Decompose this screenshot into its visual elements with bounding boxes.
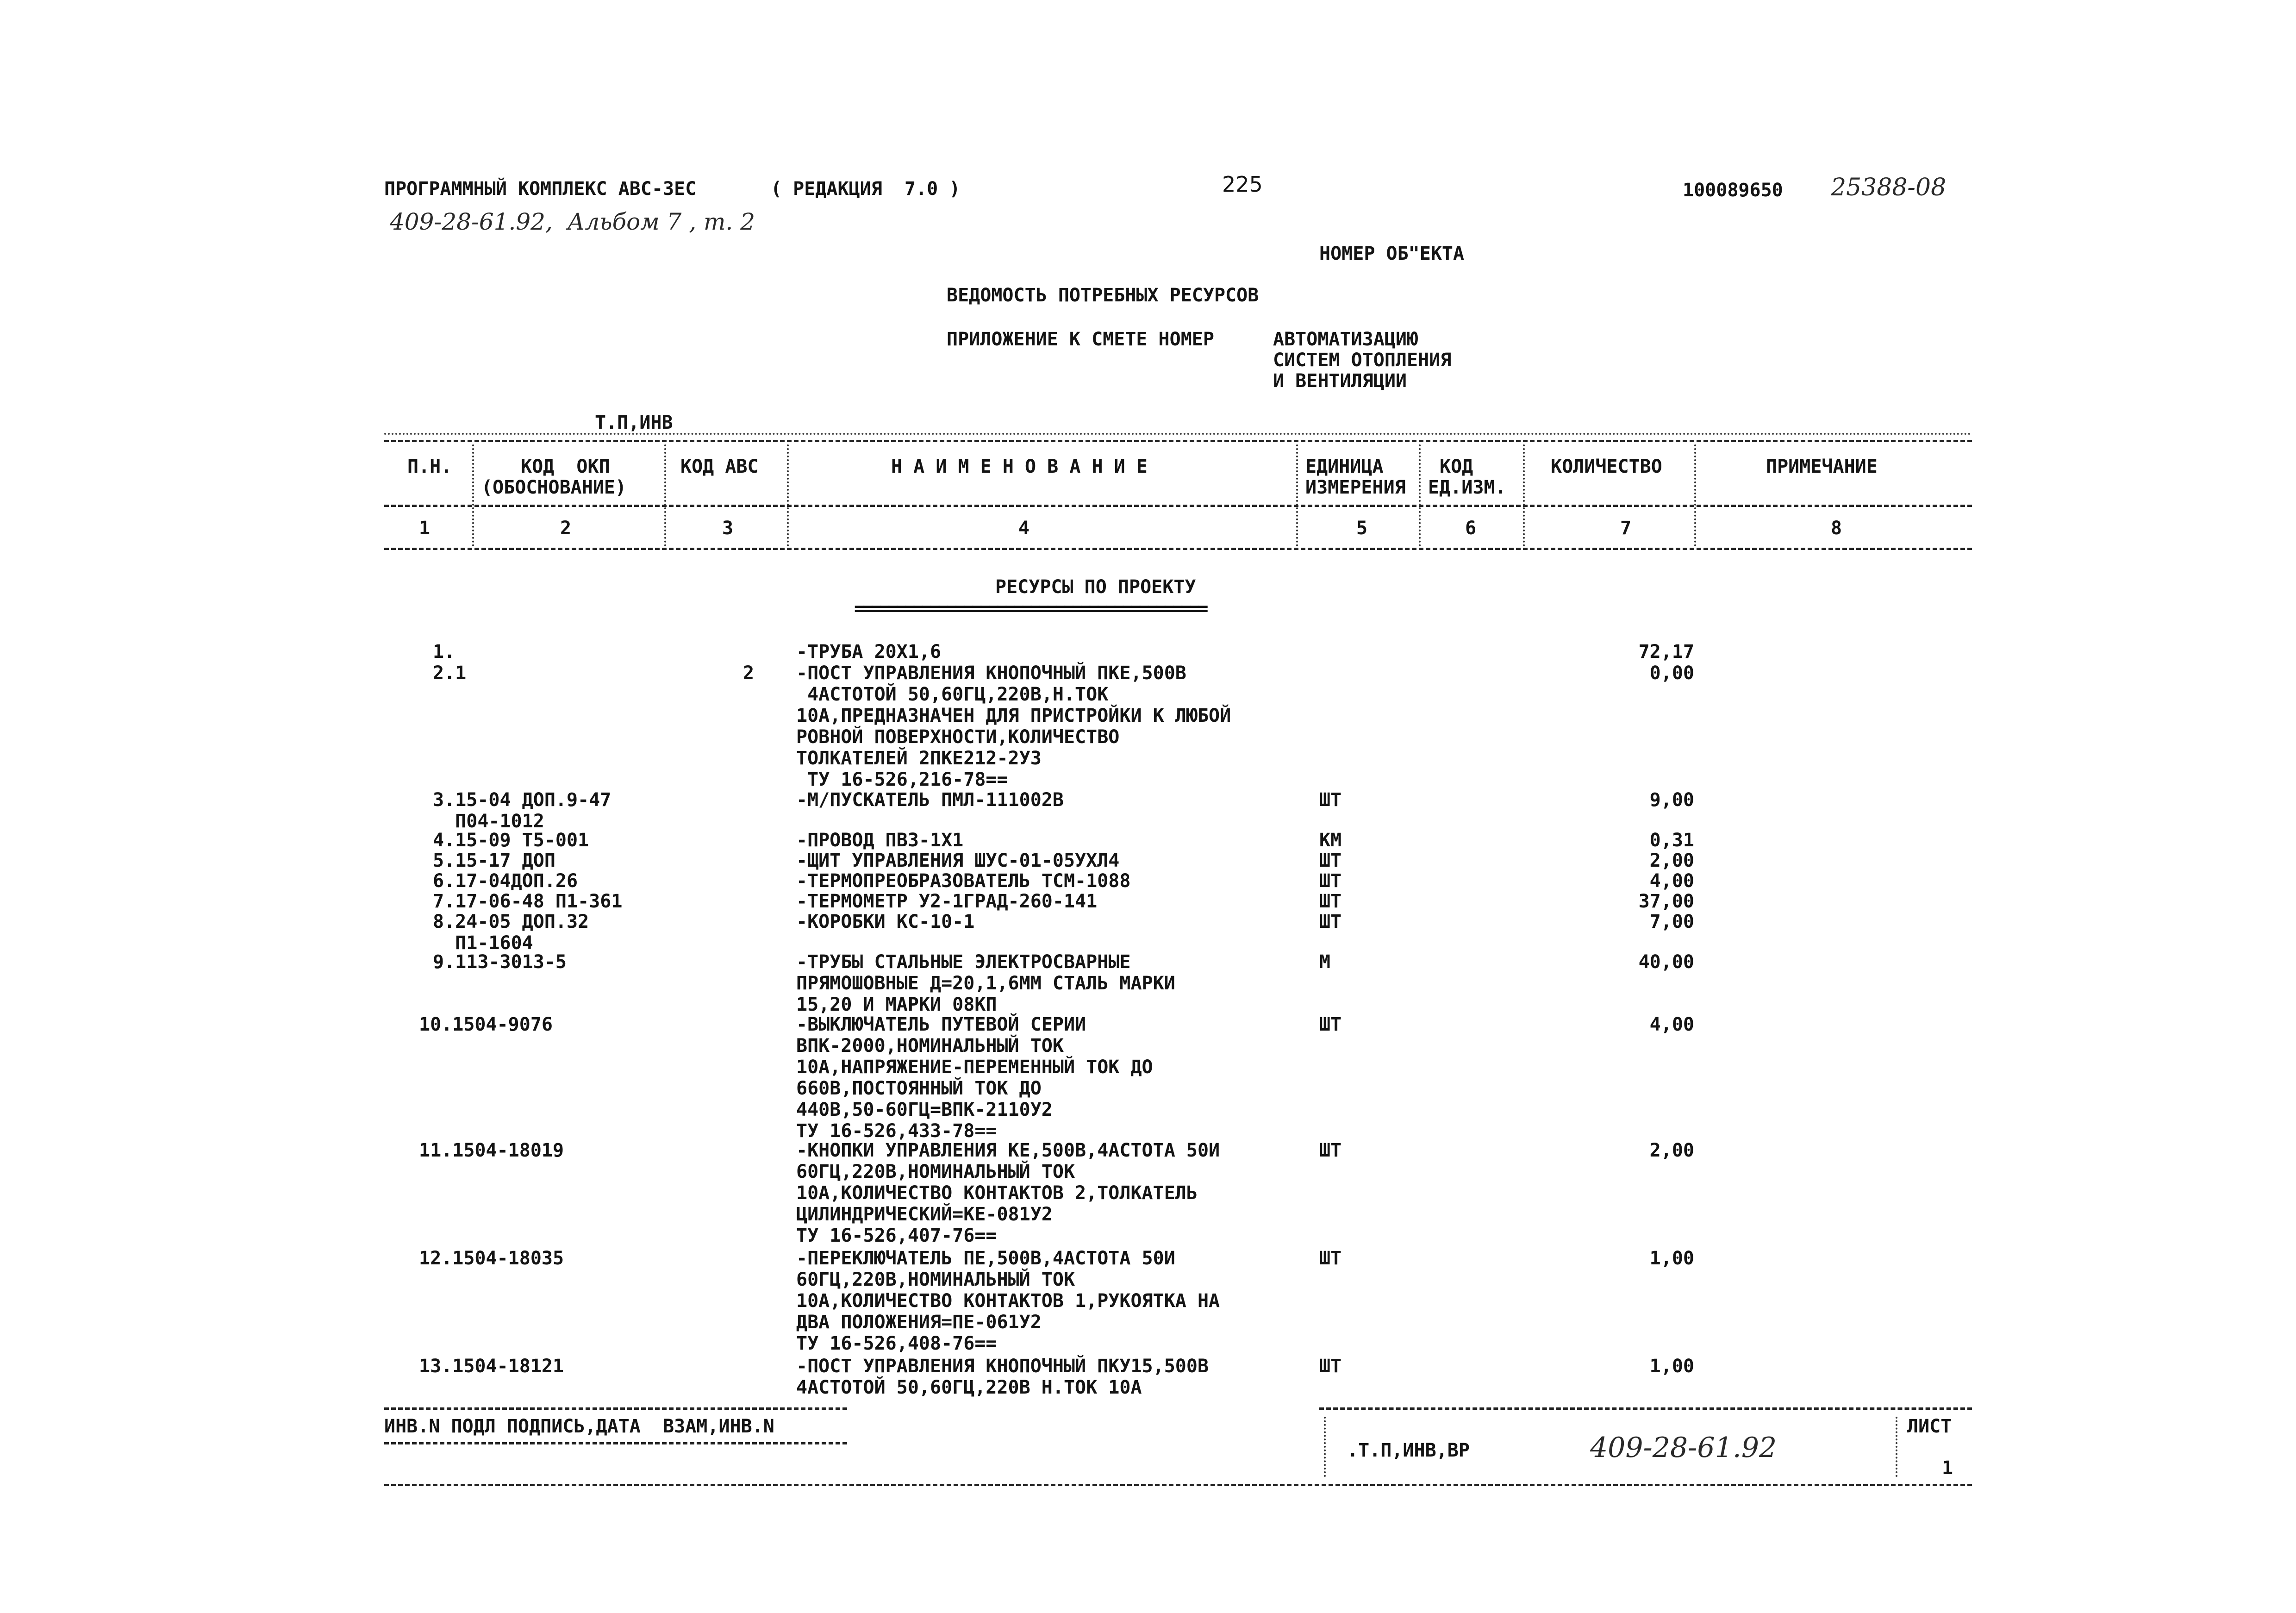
row-12-num: 12.1504-18035 (419, 1248, 564, 1269)
col-num-7: 7 (1620, 518, 1632, 539)
col-num-8: 8 (1831, 518, 1842, 539)
col-num-3: 3 (722, 518, 734, 539)
col-sep-7 (1694, 444, 1696, 546)
col-header-unit-2: ИЗМЕРЕНИЯ (1305, 477, 1406, 498)
col-header-okp: КОД ОКП (521, 456, 610, 477)
page-number: 225 (1222, 172, 1263, 197)
section-title: РЕСУРСЫ ПО ПРОЕКТУ (995, 576, 1196, 598)
row-5-name: -ЩИТ УПРАВЛЕНИЯ ШУС-01-05УХЛ4 (796, 850, 1120, 871)
row-2-code: 2 (743, 663, 755, 684)
row-11-unit: ШТ (1319, 1140, 1342, 1161)
col-sep-6 (1523, 444, 1525, 546)
code-number: 100089650 (1683, 180, 1783, 201)
row-4-qty: 0,31 (1649, 830, 1694, 851)
row-5-num: 5.15-17 ДОП (433, 850, 555, 871)
col-header-name: Н А И М Е Н О В А Н И Е (891, 456, 1148, 477)
col-sep-3 (787, 444, 789, 546)
row-6-unit: ШТ (1319, 870, 1342, 892)
col-header-unitcode-2: ЕД.ИЗМ. (1428, 477, 1506, 498)
col-sep-1 (472, 444, 474, 546)
appendix-subject-1: АВТОМАТИЗАЦИЮ (1273, 329, 1418, 350)
appendix-subject-3: И ВЕНТИЛЯЦИИ (1273, 370, 1407, 392)
footer-handwritten-tp: 409-28-61.92 (1590, 1432, 1777, 1464)
row-4-name: -ПРОВОД ПВ3-1Х1 (796, 830, 964, 851)
row-1-name: -ТРУБА 20X1,6 (796, 641, 942, 663)
row-9-qty: 40,00 (1638, 951, 1694, 973)
col-num-4: 4 (1018, 518, 1030, 539)
appendix-label: ПРИЛОЖЕНИЕ К СМЕТЕ НОМЕР (947, 329, 1214, 350)
row-13-qty: 1,00 (1649, 1356, 1694, 1377)
col-num-2: 2 (560, 518, 572, 539)
row-11-name: -КНОПКИ УПРАВЛЕНИЯ КЕ,500В,4АСТОТА 50И 60ГЦ,220В,НОМИНАЛЬНЫЙ ТОК 10А,КОЛИЧЕСТВО КОНТАКТОВ 2,ТОЛКАТЕЛЬ ЦИЛИНДРИЧЕСКИЙ=КЕ-081У2 ТУ 16-526,407-76== (796, 1140, 1220, 1246)
row-6-name: -ТЕРМОПРЕОБРАЗОВАТЕЛЬ ТСМ-1088 (796, 870, 1131, 892)
row-7-unit: ШТ (1319, 891, 1342, 912)
footer-right-top-rule (1319, 1407, 1972, 1410)
appendix-subject-2: СИСТЕМ ОТОПЛЕНИЯ (1273, 350, 1452, 371)
row-10-name: -ВЫКЛЮЧАТЕЛЬ ПУТЕВОЙ СЕРИИ ВПК-2000,НОМИНАЛЬНЫЙ ТОК 10А,НАПРЯЖЕНИЕ-ПЕРЕМЕННЫЙ ТОК ДО 660В,ПОСТОЯННЫЙ ТОК ДО 440В,50-60ГЦ=ВПК-2110У2 ТУ 16-526,433-78== (796, 1014, 1153, 1142)
footer-bottom-rule (384, 1484, 1972, 1486)
row-9-name: -ТРУБЫ СТАЛЬНЫЕ ЭЛЕКТРОСВАРНЫЕ ПРЯМОШОВНЫЕ Д=20,1,6ММ СТАЛЬ МАРКИ 15,20 И МАРКИ 08КП (796, 951, 1175, 1015)
row-5-unit: ШТ (1319, 850, 1342, 871)
row-1-qty: 72,17 (1638, 641, 1694, 663)
row-2-num: 2.1 (433, 663, 467, 684)
row-6-qty: 4,00 (1649, 870, 1694, 892)
row-4-unit: КМ (1319, 830, 1342, 851)
footer-sheet-label: ЛИСТ (1907, 1416, 1952, 1437)
col-header-unit: ЕДИНИЦА (1305, 456, 1384, 477)
row-2-qty: 0,00 (1649, 663, 1694, 684)
footer-left-mid-rule (384, 1442, 847, 1444)
section-underline: ========================================== (854, 598, 1206, 619)
footer-right-sep (1324, 1417, 1326, 1477)
row-9-num: 9.113-3013-5 (433, 951, 567, 973)
row-7-qty: 37,00 (1638, 891, 1694, 912)
footer-tp-label: .Т.П,ИНВ,ВР (1347, 1440, 1470, 1461)
row-9-unit: М (1319, 951, 1331, 973)
col-num-6: 6 (1465, 518, 1477, 539)
col-header-note: ПРИМЕЧАНИЕ (1766, 456, 1878, 477)
row-13-unit: ШТ (1319, 1356, 1342, 1377)
edition: ( РЕДАКЦИЯ 7.0 ) (771, 178, 961, 200)
row-6-num: 6.17-04ДОП.26 (433, 870, 578, 892)
row-3-name: -М/ПУСКАТЕЛЬ ПМЛ-111002В (796, 789, 1064, 811)
row-7-name: -ТЕРМОМЕТР У2-1ГРАД-260-141 (796, 891, 1098, 912)
row-13-num: 13.1504-18121 (419, 1356, 564, 1377)
program-name: ПРОГРАММНЫЙ КОМПЛЕКС АВС-3ЕС (384, 178, 697, 200)
object-number-label: НОМЕР ОБ"ЕКТА (1319, 243, 1465, 264)
row-12-unit: ШТ (1319, 1248, 1342, 1269)
row-8-qty: 7,00 (1649, 911, 1694, 932)
row-10-qty: 4,00 (1649, 1014, 1694, 1035)
row-2-name: -ПОСТ УПРАВЛЕНИЯ КНОПОЧНЫЙ ПКЕ,500В 4АСТОТОЙ 50,60ГЦ,220В,Н.ТОК 10А,ПРЕДНАЗНАЧЕН ДЛЯ ПРИСТРОЙКИ К ЛЮБОЙ РОВНОЙ ПОВЕРХНОСТИ,КОЛИЧЕСТВО ТОЛКАТЕЛЕЙ 2ПКЕ212-2У3 ТУ 16-526,216-78== (796, 663, 1231, 790)
table-numbers-rule (384, 548, 1972, 550)
tp-inv-label: Т.П,ИНВ (595, 412, 673, 433)
col-header-qty: КОЛИЧЕСТВО (1551, 456, 1662, 477)
row-12-qty: 1,00 (1649, 1248, 1694, 1269)
col-header-okp-basis: (ОБОСНОВАНИЕ) (481, 477, 627, 498)
col-num-1: 1 (419, 518, 430, 539)
col-sep-2 (664, 444, 666, 546)
row-3-unit: ШТ (1319, 789, 1342, 811)
row-13-name: -ПОСТ УПРАВЛЕНИЯ КНОПОЧНЫЙ ПКУ15,500В 4АСТОТОЙ 50,60ГЦ,220В Н.ТОК 10А (796, 1356, 1209, 1398)
footer-sheet-number: 1 (1942, 1457, 1953, 1479)
table-top-rule (384, 440, 1972, 442)
row-1-num: 1. (433, 641, 455, 663)
row-8-unit: ШТ (1319, 911, 1342, 932)
col-sep-5 (1419, 444, 1421, 546)
table-top-rule-dots (384, 433, 1972, 435)
statement-title: ВЕДОМОСТЬ ПОТРЕБНЫХ РЕСУРСОВ (947, 285, 1259, 306)
footer-sheet-sep (1896, 1417, 1897, 1477)
row-3-qty: 9,00 (1649, 789, 1694, 811)
col-sep-4 (1296, 444, 1298, 546)
row-7-num: 7.17-06-48 П1-361 (433, 891, 623, 912)
col-num-5: 5 (1356, 518, 1368, 539)
handwritten-code: 25388-08 (1831, 174, 1947, 201)
col-header-unitcode: КОД (1440, 456, 1473, 477)
row-11-num: 11.1504-18019 (419, 1140, 564, 1161)
footer-left-header: ИНВ.N ПОДЛ ПОДПИСЬ,ДАТА ВЗАМ,ИНВ.N (384, 1416, 774, 1437)
row-10-num: 10.1504-9076 (419, 1014, 553, 1035)
row-8-num: 8.24-05 ДОП.32 П1-1604 (433, 911, 589, 954)
col-header-abc: КОД АВС (680, 456, 759, 477)
row-3-num: 3.15-04 ДОП.9-47 П04-1012 (433, 789, 611, 832)
row-12-name: -ПЕРЕКЛЮЧАТЕЛЬ ПЕ,500В,4АСТОТА 50И 60ГЦ,220В,НОМИНАЛЬНЫЙ ТОК 10А,КОЛИЧЕСТВО КОНТАКТОВ 1,РУКОЯТКА НА ДВА ПОЛОЖЕНИЯ=ПЕ-061У2 ТУ 16-526,408-76== (796, 1248, 1220, 1354)
col-header-pn: П.Н. (407, 456, 452, 477)
row-8-name: -КОРОБКИ КС-10-1 (796, 911, 975, 932)
row-5-qty: 2,00 (1649, 850, 1694, 871)
table-header-rule (384, 505, 1972, 507)
handwritten-album: 409-28-61.92, Альбом 7 , т. 2 (390, 208, 755, 235)
row-11-qty: 2,00 (1649, 1140, 1694, 1161)
footer-left-top-rule (384, 1407, 847, 1410)
row-4-num: 4.15-09 Т5-001 (433, 830, 589, 851)
row-10-unit: ШТ (1319, 1014, 1342, 1035)
